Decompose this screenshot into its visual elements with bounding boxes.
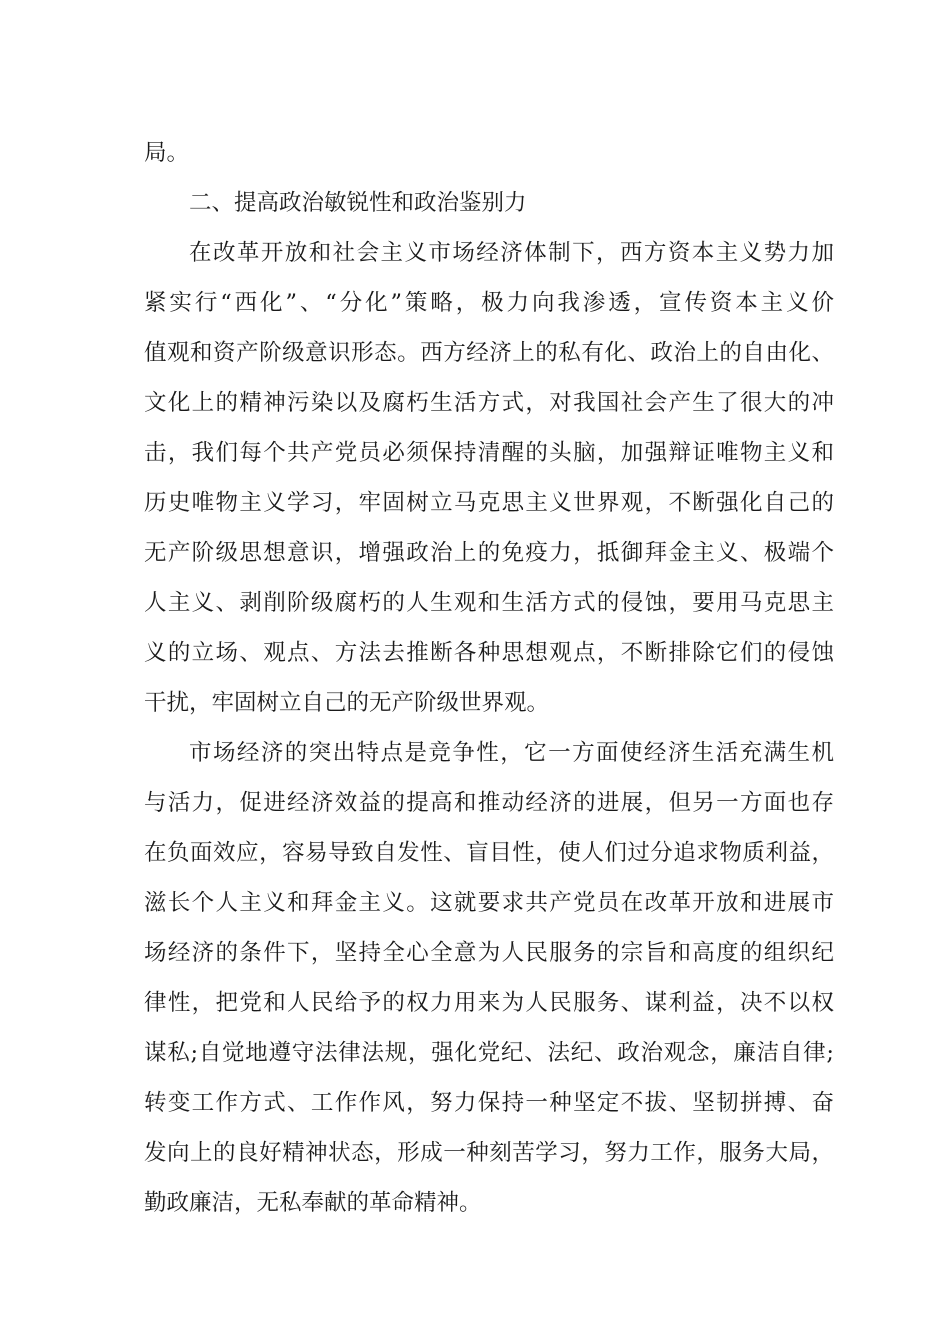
text-line: 历史唯物主义学习，牢固树立马克思主义世界观，不断强化自己的 [144,490,834,516]
text-line: 与活力，促进经济效益的提高和推动经济的进展，但另一方面也存 [144,790,834,816]
text-line: 律性，把党和人民给予的权力用来为人民服务、谋利益，决不以权 [144,990,834,1016]
text-line: 在负面效应，容易导致自发性、盲目性，使人们过分追求物质利益， [144,840,834,866]
text-line: 二、提高政治敏锐性和政治鉴别力 [189,190,527,216]
text-line: 转变工作方式、工作作风，努力保持一种坚定不拔、坚韧拼搏、奋 [144,1090,834,1116]
text-line: 义的立场、观点、方法去推断各种思想观点，不断排除它们的侵蚀 [144,640,834,666]
text-line: 局。 [144,140,190,166]
text-line: 人主义、剥削阶级腐朽的人生观和生活方式的侵蚀，要用马克思主 [144,590,834,616]
text-line: 场经济的条件下，坚持全心全意为人民服务的宗旨和高度的组织纪 [144,940,834,966]
text-line: 市场经济的突出特点是竞争性，它一方面使经济生活充满生机 [189,740,834,766]
text-line: 滋长个人主义和拜金主义。这就要求共产党员在改革开放和进展市 [144,890,834,916]
text-line: 勤政廉洁，无私奉献的革命精神。 [144,1190,482,1216]
text-line: 文化上的精神污染以及腐朽生活方式，对我国社会产生了很大的冲 [144,390,834,416]
text-line: 击，我们每个共产党员必须保持清醒的头脑，加强辩证唯物主义和 [144,440,834,466]
text-line: 干扰，牢固树立自己的无产阶级世界观。 [144,690,550,716]
document-body [144,128,834,1228]
text-line: 紧实行“西化”、“分化”策略，极力向我渗透，宣传资本主义价 [144,290,834,316]
text-line: 发向上的良好精神状态，形成一种刻苦学习，努力工作，服务大局， [144,1140,834,1166]
text-line: 谋私;自觉地遵守法律法规，强化党纪、法纪、政治观念，廉洁自律; [144,1040,834,1066]
text-line: 值观和资产阶级意识形态。西方经济上的私有化、政治上的自由化、 [144,340,834,366]
text-line: 在改革开放和社会主义市场经济体制下，西方资本主义势力加 [189,240,834,266]
text-line: 无产阶级思想意识，增强政治上的免疫力，抵御拜金主义、极端个 [144,540,834,566]
